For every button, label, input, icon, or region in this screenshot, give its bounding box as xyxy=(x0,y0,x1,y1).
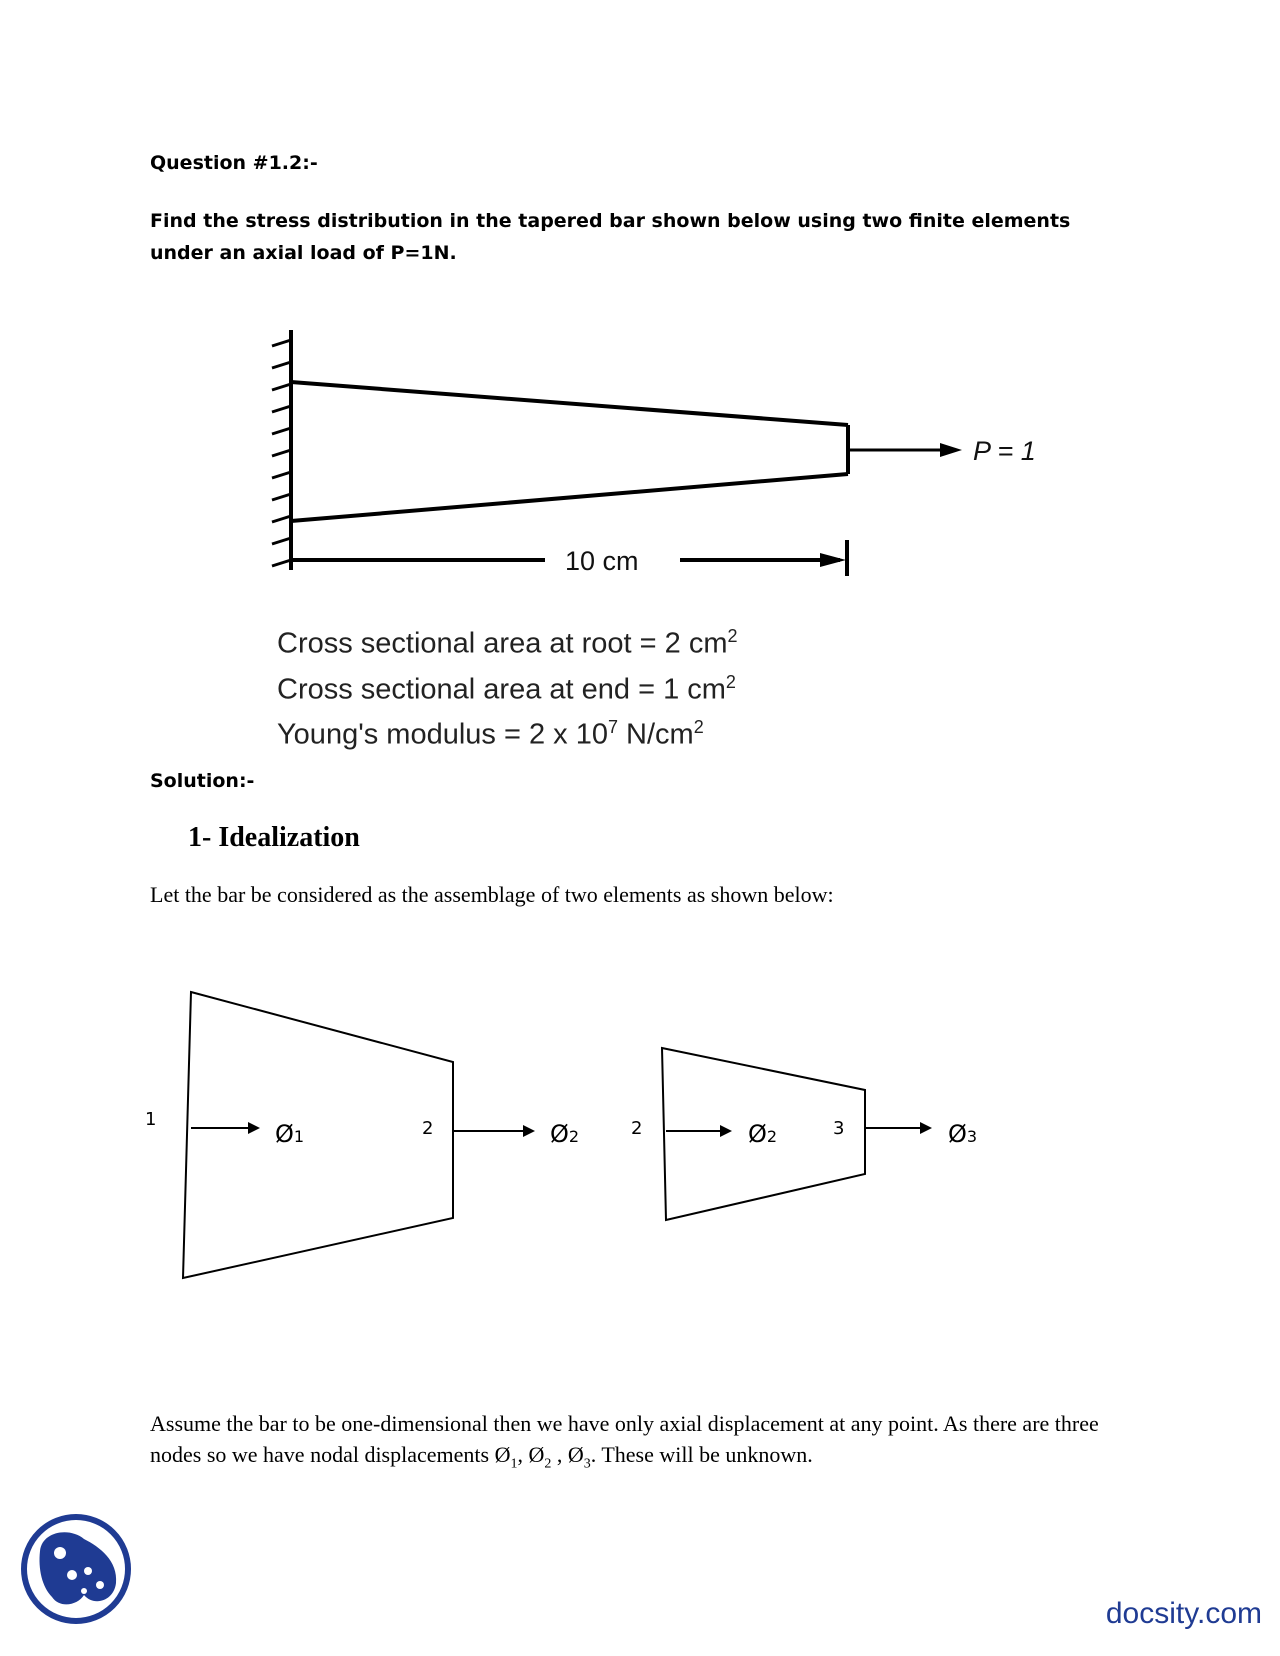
wall-hatching xyxy=(272,340,291,566)
material-properties xyxy=(277,617,738,754)
arrow-1-head xyxy=(248,1122,260,1134)
docsity-link[interactable]: docsity.com xyxy=(1105,1597,1262,1630)
node-3-label: 3 xyxy=(833,1118,845,1139)
root-area-line: Cross sectional area at root = 2 $cm^2$ xyxy=(277,626,738,660)
phi-2b-label: Ø2 xyxy=(748,1120,778,1148)
dimension-arrowhead xyxy=(820,553,846,567)
arrow-4-head xyxy=(920,1122,932,1134)
solution-label: Solution:- xyxy=(150,770,255,792)
element-2-shape xyxy=(662,1048,865,1220)
element-1-shape xyxy=(183,992,453,1278)
displacement-paragraph: Assume the bar to be one-dimensional then we have only axial displacement at any point. As there are three nodes so we have nodal displacements $Ø_1$, $Ø_2$ , $Ø_3$. These will be unknown. xyxy=(150,1411,1099,1472)
bar-top-edge xyxy=(291,382,848,425)
arrow-3-head xyxy=(720,1125,732,1137)
question-title: Question #1.2:- xyxy=(150,152,318,174)
phi-2a-label: Ø2 xyxy=(550,1120,580,1148)
node-1-label: 1 xyxy=(145,1109,157,1130)
load-label: P = 1 xyxy=(973,436,1036,466)
section-heading: 1- Idealization xyxy=(188,822,360,853)
phi-3-label: Ø3 xyxy=(948,1120,978,1148)
load-arrowhead xyxy=(940,443,962,457)
end-area-line: Cross sectional area at end = 1 $cm^2$ xyxy=(277,671,736,706)
docsity-logo-icon[interactable] xyxy=(20,1513,132,1625)
youngs-modulus-line: Young's modulus = 2 x $10^7$ $N/cm^2$ xyxy=(277,717,704,751)
bar-bottom-edge xyxy=(291,474,848,521)
arrow-2-head xyxy=(523,1125,535,1137)
intro-paragraph: Let the bar be considered as the assemblage of two elements as shown below: xyxy=(150,882,834,907)
phi-1-label: Ø1 xyxy=(275,1120,305,1148)
node-2b-label: 2 xyxy=(631,1118,643,1139)
length-label: 10 cm xyxy=(565,546,639,576)
question-text: Find the stress distribution in the tapered bar shown below using two finite elements under an axial load of P=1N. xyxy=(150,210,1071,264)
node-2a-label: 2 xyxy=(422,1118,434,1139)
